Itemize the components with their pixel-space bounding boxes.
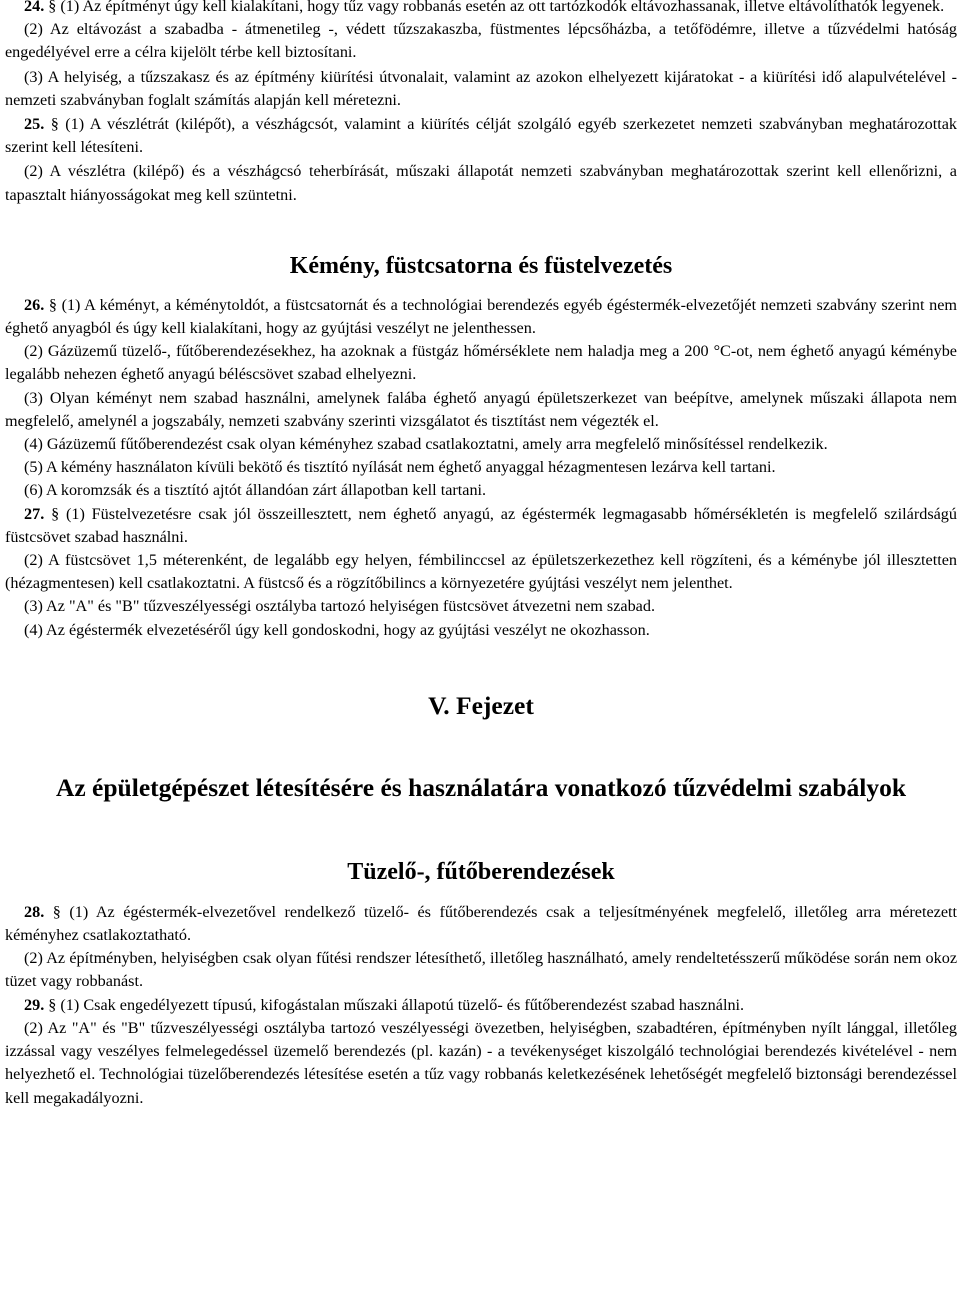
paragraph-text: § (1) A vészlétrát (kilépőt), a vészhágcsót, valamint a kiürítés célját szolgáló egyéb szerkezetet nemzeti szabványban meghatározottak szerint kell létesíteni. bbox=[5, 115, 958, 157]
chapter-number: V. Fejezet bbox=[428, 690, 534, 720]
document-page bbox=[5, 0, 957, 1110]
section-number: 25. bbox=[24, 115, 45, 134]
section-26-paragraph-3: (3) Olyan kéményt nem szabad használni, amelynek falába éghető anyagú épületszerkezet van beépítve, amelynek műszaki állapota nem megfelelő, amelynél a jogszabály, nemzeti szabvány szerinti vizsgálatot és tisztítást nem végezték el. bbox=[5, 388, 957, 430]
section-29-paragraph-2: (2) Az "A" és "B" tűzveszélyességi osztályba tartozó veszélyességi övezetben, helyiségben, szabadtéren, építményben nyílt lánggal, illetőleg izzással vagy veszélyes felmelegedéssel üzemelő berendezés (pl. kazán) - a tevékenységet kiszolgáló technológiai berendezés kivételével - nem helyezhető el. Technológiai tüzelőberendezés létesítése esetén a tűz vagy robbanás keletkezésének lehetőségét megfelelő biztonsági berendezéssel kell megakadályozni. bbox=[5, 1018, 957, 1107]
section-26-paragraph-1 bbox=[5, 294, 957, 340]
section-27-paragraph-3: (3) Az "A" és "B" tűzveszélyességi osztályba tartozó helyiségen füstcsövet átvezetni nem szabad. bbox=[24, 597, 656, 616]
section-heading-heating: Tüzelő-, fűtőberendezések bbox=[347, 858, 615, 885]
section-26-paragraph-5: (5) A kémény használaton kívüli bekötő és tisztító nyílását nem éghető anyaggal hézagmentesen lezárva kell tartani. bbox=[24, 458, 776, 477]
section-26-paragraph-4: (4) Gázüzemű fűtőberendezést csak olyan kéményhez szabad csatlakoztatni, amely arra megfelelő minősítéssel rendelkezik. bbox=[24, 435, 828, 454]
paragraph-text: § (1) Csak engedélyezett típusú, kifogástalan műszaki állapotú tüzelő- és fűtőberendezést szabad használni. bbox=[48, 995, 745, 1014]
section-24-paragraph-3: (3) A helyiség, a tűzszakasz és az építmény kiürítési útvonalait, valamint az azokon elhelyezett kijáratokat - a kiürítési idő alapulvételével - nemzeti szabványban foglalt számítás alapján kell méretezni. bbox=[5, 67, 957, 109]
section-26-paragraph-6: (6) A koromzsák és a tisztító ajtót állandóan zárt állapotban kell tartani. bbox=[24, 481, 487, 500]
section-24-paragraph-2: (2) Az eltávozást a szabadba - átmenetileg -, védett tűzszakaszba, füstmentes lépcsőházba, a tetőfödémre, illetve a tűzvédelmi hatóság engedélyével erre a célra kijelölt térbe kell biztosítani. bbox=[5, 20, 957, 62]
section-25-paragraph-1 bbox=[5, 113, 957, 159]
section-number: 28. bbox=[24, 902, 45, 921]
section-28-paragraph-2: (2) Az építményben, helyiségben csak olyan fűtési rendszer létesíthető, illetőleg használható, amely rendeltetésszerű működése során nem okoz tüzet vagy robbanást. bbox=[5, 949, 957, 991]
section-number: 24. bbox=[24, 0, 45, 15]
paragraph-text: § (1) Az égéstermék-elvezetővel rendelkező tüzelő- és fűtőberendezés csak a teljesítményének megfelelő, illetőleg arra méretezett kéményhez csatlakoztatható. bbox=[5, 902, 958, 945]
paragraph-text: § (1) Füstelvezetésre csak jól összeillesztett, nem éghető anyagú, az égéstermék legmagasabb hőmérsékletén is megfelelő szilárdságú füstcsövet szabad használni. bbox=[5, 504, 957, 546]
section-heading-chimney: Kémény, füstcsatorna és füstelvezetés bbox=[289, 252, 673, 279]
chapter-title: Az épületgépészet létesítésére és használatára vonatkozó tűzvédelmi szabályok bbox=[55, 772, 907, 802]
section-27-paragraph-2: (2) A füstcsövet 1,5 méterenként, de legalább egy helyen, fémbilinccsel az épületszerkezethez kell rögzíteni, és a kéménybe jól illesztetten (hézagmentesen) kell csatlakoztatni. A füstcső és a rögzítőbilincs a környezetére gyújtási veszélyt nem jelenthet. bbox=[5, 551, 957, 593]
section-27-paragraph-4: (4) Az égéstermék elvezetéséről úgy kell gondoskodni, hogy az gyújtási veszélyt ne okozhasson. bbox=[24, 620, 650, 639]
section-28-paragraph-1 bbox=[5, 901, 957, 947]
section-number: 29. bbox=[24, 995, 45, 1014]
section-25-paragraph-2: (2) A vészlétra (kilépő) és a vészhágcsó teherbírását, műszaki állapotát nemzeti szabványban meghatározottak szerint kell ellenőrizni, a tapasztalt hiányosságokat meg kell szüntetni. bbox=[5, 162, 957, 204]
section-29-paragraph-1 bbox=[5, 994, 957, 1017]
section-number: 26. bbox=[24, 295, 45, 314]
paragraph-text: § (1) A kéményt, a kéménytoldót, a füstcsatornát és a technológiai berendezés egyéb égéstermék-elvezetőjét nemzeti szabvány szerint nem éghető anyagból és úgy kell kialakítani, hogy az gyújtási veszélyt ne jelenthessen. bbox=[5, 295, 958, 338]
paragraph-text: § (1) Az építményt úgy kell kialakítani, hogy tűz vagy robbanás esetén az ott tartózkodók eltávozhassanak, illetve eltávolíthatók legyenek. bbox=[48, 0, 945, 15]
section-24-paragraph-1 bbox=[5, 0, 957, 18]
section-27-paragraph-1 bbox=[5, 503, 957, 549]
section-26-paragraph-2: (2) Gázüzemű tüzelő-, fűtőberendezésekhez, ha azoknak a füstgáz hőmérséklete nem haladja meg a 200 °C-ot, nem éghető anyagú kéménybe legalább nehezen éghető anyagú béléscsövet szabad elhelyezni. bbox=[5, 342, 957, 384]
section-number: 27. bbox=[24, 504, 45, 523]
